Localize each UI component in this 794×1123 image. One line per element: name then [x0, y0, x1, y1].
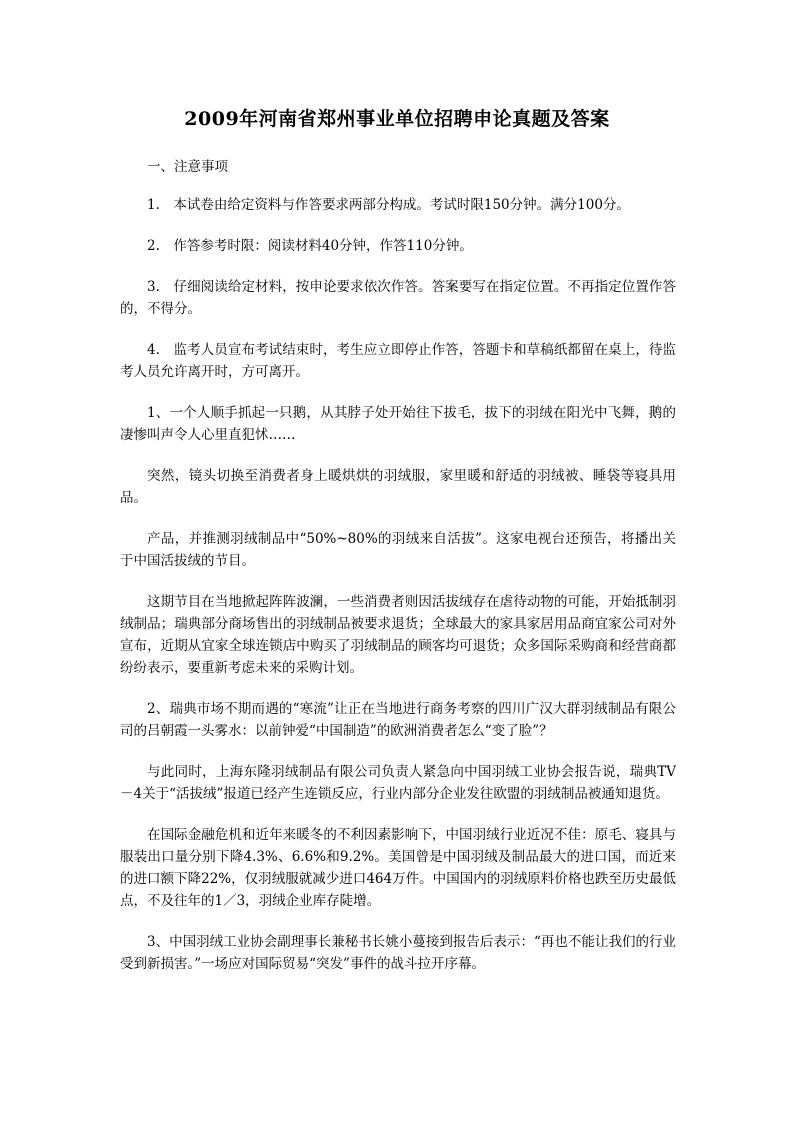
document-title: 2009年河南省郑州事业单位招聘申论真题及答案 [184, 108, 610, 130]
paragraph: 2、瑞典市场不期而遇的“寒流”让正在当地进行商务考察的四川广汉大群羽绒制品有限公司的吕朝霞一头雾水：以前钟爱“中国制造”的欧洲消费者怎么“变了脸”？ [120, 701, 676, 739]
paragraph: 与此同时，上海东隆羽绒制品有限公司负责人紧急向中国羽绒工业协会报告说，瑞典TV－4关于“活拔绒”报道已经产生连锁反应，行业内部分企业发往欧盟的羽绒制品被通知退货。 [120, 764, 676, 802]
paragraph: 3. 仔细阅读给定材料，按申论要求依次作答。答案要写在指定位置。不再指定位置作答的，不得分。 [120, 279, 676, 317]
paragraph: 产品，并推测羽绒制品中“50%~80%的羽绒来自活拔”。这家电视台还预告，将播出关于中国活拔绒的节目。 [120, 531, 676, 569]
paragraph: 突然，镜头切换至消费者身上暖烘烘的羽绒服，家里暖和舒适的羽绒被、睡袋等寝具用品。 [120, 468, 676, 506]
paragraph: 3、中国羽绒工业协会副理事长兼秘书长姚小蔓接到报告后表示：“再也不能让我们的行业受到新损害。”一场应对国际贸易“突发”事件的战斗拉开序幕。 [120, 934, 676, 972]
paragraph: 在国际金融危机和近年来暖冬的不利因素影响下，中国羽绒行业近况不佳：原毛、寝具与服装出口量分别下降4.3%、6.6%和9.2%。美国曾是中国羽绒及制品最大的进口国，而近来的进口额下降22%，仅羽绒服就减少进口464万件。中国国内的羽绒原料价格也跌至历史最低点，不及往年的1／3，羽绒企业库存陡增。 [120, 827, 676, 909]
paragraph: 这期节目在当地掀起阵阵波澜，一些消费者则因活拔绒存在虐待动物的可能，开始抵制羽绒制品；瑞典部分商场售出的羽绒制品被要求退货；全球最大的家具家居用品商宜家公司对外宣布，近期从宜家全球连锁店中购买了羽绒制品的顾客均可退货；众多国际采购商和经营商都纷纷表示，要重新考虑未来的采购计划。 [120, 594, 676, 676]
paragraph: 2. 作答参考时限：阅读材料40分钟，作答110分钟。 [147, 238, 473, 254]
section-heading-notes: 一、注意事项 [147, 159, 228, 175]
paragraph: 1、一个人顺手抓起一只鹅，从其脖子处开始往下拔毛，拔下的羽绒在阳光中飞舞，鹅的凄惨叫声令人心里直犯怵…… [120, 405, 676, 443]
paragraph: 4. 监考人员宣布考试结束时，考生应立即停止作答，答题卡和草稿纸都留在桌上，待监考人员允许离开时，方可离开。 [120, 342, 676, 380]
paragraph: 1. 本试卷由给定资料与作答要求两部分构成。考试时限150分钟。满分100分。 [147, 197, 630, 213]
document-body [120, 156, 676, 994]
